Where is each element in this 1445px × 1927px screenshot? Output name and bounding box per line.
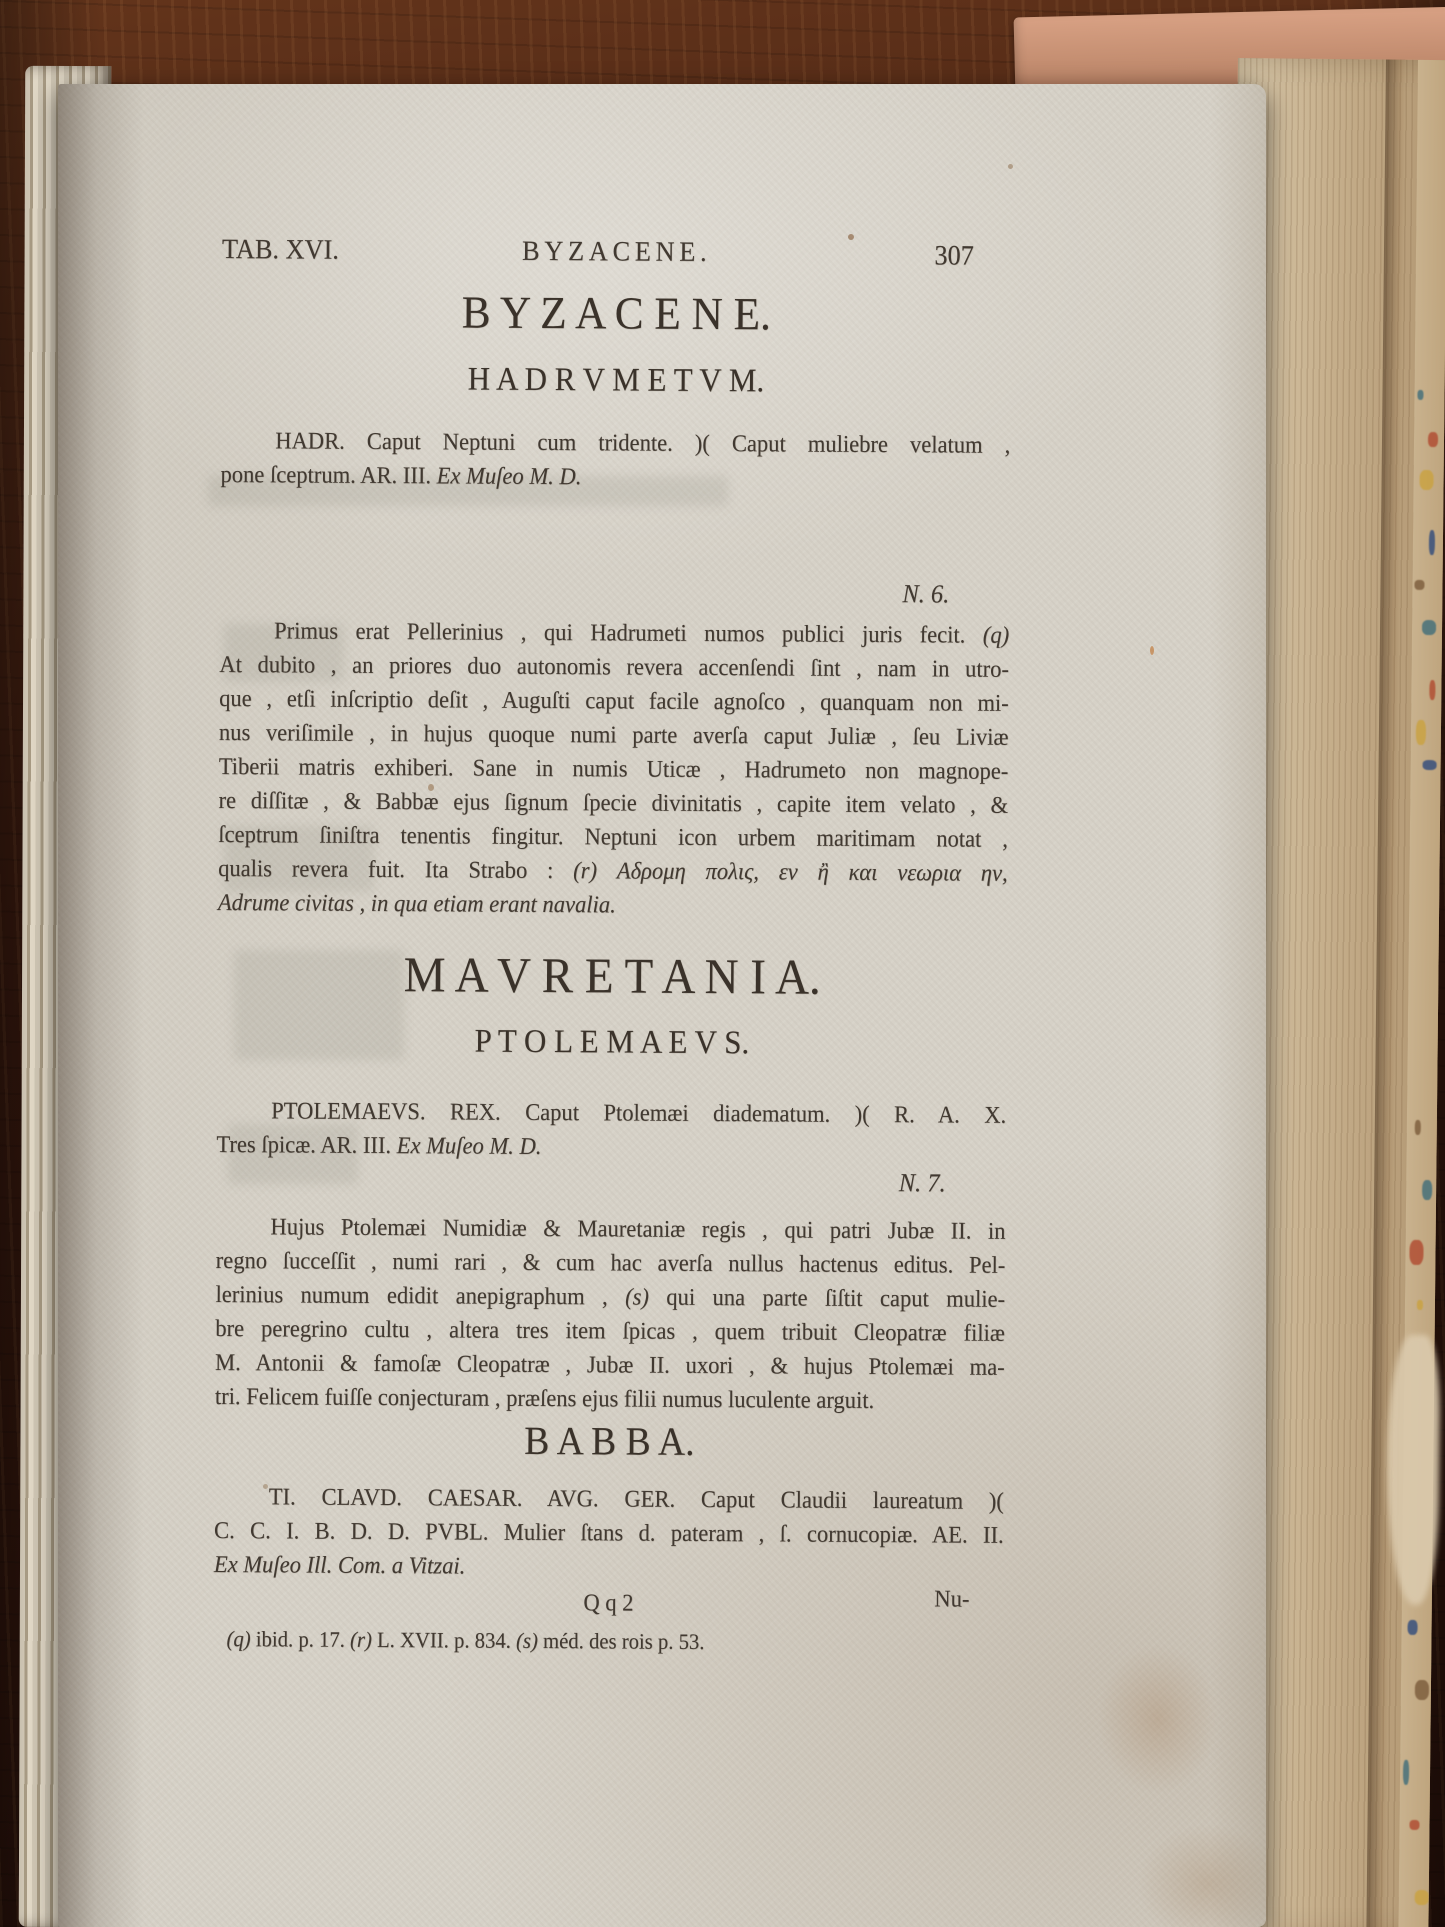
body-paragraph: [215, 1210, 1006, 1419]
plate-number: N. 6.: [902, 579, 950, 609]
text-segment: bre peregrino cultu , altera tres item ſpicas , quem tribuit Cleopatræ filiæ: [215, 1315, 1005, 1347]
paper-stain: [1008, 164, 1013, 169]
text-segment: TI. CLAVD. CAESAR. AVG. GER. Caput Claudii laureatum )(: [268, 1484, 1004, 1515]
text-segment: Tiberii matris exhiberi. Sane in numis Uticæ , Hadrumeto non magnope-: [218, 753, 1009, 785]
text-segment: ſceptrum ſiniſtra tenentis fingitur. Neptuni icon urbem maritimam notat ,: [218, 821, 1008, 853]
text-segment: HADR. Caput Neptuni cum tridente. )( Caput muliebre velatum ,: [275, 428, 1011, 459]
fore-edge-channel: [1366, 60, 1406, 1927]
text-segment: lerinius numum edidit anepigraphum ,: [215, 1281, 626, 1311]
text-segment: M. Antonii & famoſæ Cleopatræ , Jubæ II. uxori , & hujus Ptolemæi ma-: [215, 1349, 1005, 1381]
text-segment: (s): [515, 1627, 538, 1653]
marble-fleck: [1422, 620, 1436, 635]
body-line: [215, 1312, 1005, 1351]
body-line: [215, 1380, 1005, 1419]
marble-fleck: [1409, 1240, 1423, 1265]
marble-fleck: [1417, 1300, 1423, 1310]
text-segment: (q): [982, 622, 1010, 649]
marble-fleck: [1403, 1760, 1409, 1785]
plate-number: N. 7.: [898, 1168, 946, 1198]
body-line: [219, 648, 1009, 687]
text-segment: (r): [349, 1626, 372, 1652]
body-line: [215, 1346, 1005, 1385]
section-title: P T O L E M A E V S.: [474, 1023, 750, 1062]
catchword: Nu-: [934, 1586, 970, 1613]
text-segment: Ex Muſeo M. D.: [436, 463, 582, 491]
marble-fleck: [1415, 1680, 1429, 1700]
body-line: [218, 784, 1008, 823]
section-title: B Y Z A C E N E.: [461, 286, 772, 340]
paper-stain: [1150, 646, 1154, 655]
text-segment: (s): [625, 1284, 650, 1311]
page-header-row: [222, 232, 1012, 277]
coin-entry-paragraph: [220, 424, 1010, 497]
marbled-edge: [1398, 60, 1445, 1927]
running-title: BYZACENE.: [521, 235, 712, 268]
section-title: H A D R V M E T V M.: [467, 361, 765, 400]
text-segment: que , etſi inſcriptio deſit , Auguſti caput facile agnoſco , quanquam non mi-: [219, 685, 1009, 717]
marble-fleck: [1407, 1620, 1417, 1635]
text-segment: Ex Muſeo Ill. Com. a Vitzai.: [213, 1551, 466, 1580]
text-segment: qui una parte ſiſtit caput mulie-: [648, 1284, 1006, 1313]
body-line: [215, 1278, 1005, 1317]
signature-mark: Q q 2: [583, 1590, 634, 1617]
entry-line: [214, 1480, 1004, 1519]
text-segment: tri. Felicem fuiſſe conjecturam , præſens ejus filii numus luculente arguit.: [214, 1383, 875, 1415]
entry-line: [216, 1128, 1006, 1167]
text-segment: pone ſceptrum. AR. III.: [220, 461, 437, 490]
footnote-line: [213, 1624, 1003, 1659]
marble-fleck: [1417, 390, 1423, 400]
body-line: [216, 1210, 1006, 1249]
entry-line: [221, 424, 1011, 463]
entry-line: [214, 1514, 1004, 1553]
body-paragraph: [218, 614, 1009, 925]
body-line: [216, 1244, 1006, 1283]
entry-line: [220, 458, 1010, 497]
marble-fleck: [1416, 720, 1426, 745]
tab-label: TAB. XVI.: [221, 233, 340, 266]
marble-fleck: [1422, 1180, 1432, 1200]
section-title: M A V R E T A N I A.: [403, 946, 821, 1005]
text-segment: PTOLEMAEVS. REX. Caput Ptolemæi diadematum. )( R. A. X.: [271, 1098, 1007, 1129]
deckle-notch: [1386, 1335, 1441, 1606]
body-line: [219, 750, 1009, 789]
marble-fleck: [1423, 760, 1437, 770]
text-segment: Αδρομη πολις, εν ἢ και νεωρια ην,: [596, 858, 1008, 887]
text-segment: re diſſitæ , & Babbæ ejus ſignum ſpecie divinitatis , capite item velato , &: [218, 787, 1009, 819]
coin-entry-paragraph: [214, 1480, 1004, 1587]
text-column: [213, 232, 1011, 1659]
text-segment: Hujus Ptolemæi Numidiæ & Mauretaniæ regis , qui patri Jubæ II. in: [270, 1214, 1006, 1245]
text-segment: nus veriſimile , in hujus quoque numi parte averſa caput Juliæ , ſeu Liviæ: [218, 719, 1009, 751]
text-segment: (q): [226, 1626, 251, 1652]
body-line: [218, 818, 1008, 857]
body-line: [218, 852, 1008, 891]
text-segment: méd. des rois p. 53.: [537, 1627, 705, 1654]
marble-fleck: [1415, 1120, 1421, 1135]
entry-line: [217, 1094, 1007, 1133]
coin-entry-paragraph: [216, 1094, 1006, 1167]
text-segment: Primus erat Pellerinius , qui Hadrumeti numos publici juris fecit.: [274, 618, 983, 649]
catchword-row: [214, 1584, 1004, 1623]
entry-line: [214, 1548, 1004, 1587]
marble-fleck: [1409, 1820, 1419, 1830]
text-segment: qualis revera fuit. Ita Strabo :: [218, 855, 574, 885]
page-number: 307: [934, 240, 974, 272]
text-segment: C. C. I. B. D. D. PVBL. Mulier ſtans d. pateram , ſ. cornucopiæ. AE. II.: [213, 1517, 1004, 1549]
paper-stain: [1098, 1644, 1218, 1794]
marble-fleck: [1429, 680, 1435, 700]
body-line: [218, 886, 1008, 925]
marble-fleck: [1414, 580, 1424, 590]
text-segment: ibid. p. 17.: [250, 1626, 351, 1652]
section-title: B A B B A.: [524, 1417, 695, 1464]
text-segment: Tres ſpicæ. AR. III.: [216, 1131, 397, 1160]
text-segment: Adrume civitas , in qua etiam erant navalia.: [217, 889, 616, 919]
book-page: [58, 84, 1266, 1927]
text-segment: At dubito , an priores duo autonomis revera accenſendi ſint , nam in utro-: [219, 651, 1010, 683]
text-segment: L. XVII. p. 834.: [371, 1626, 517, 1653]
text-segment: (r): [573, 858, 598, 885]
body-line: [219, 716, 1009, 755]
paper-stain: [1138, 1824, 1278, 1927]
text-segment: Ex Muſeo M. D.: [396, 1133, 542, 1160]
marble-fleck: [1429, 530, 1435, 555]
body-line: [219, 682, 1009, 721]
marble-fleck: [1419, 470, 1433, 490]
marble-fleck: [1428, 432, 1438, 447]
marble-fleck: [1415, 1890, 1429, 1905]
body-line: [219, 614, 1009, 653]
text-segment: regno ſucceſſit , numi rari , & cum hac averſa nullus hactenus editus. Pel-: [215, 1247, 1006, 1279]
